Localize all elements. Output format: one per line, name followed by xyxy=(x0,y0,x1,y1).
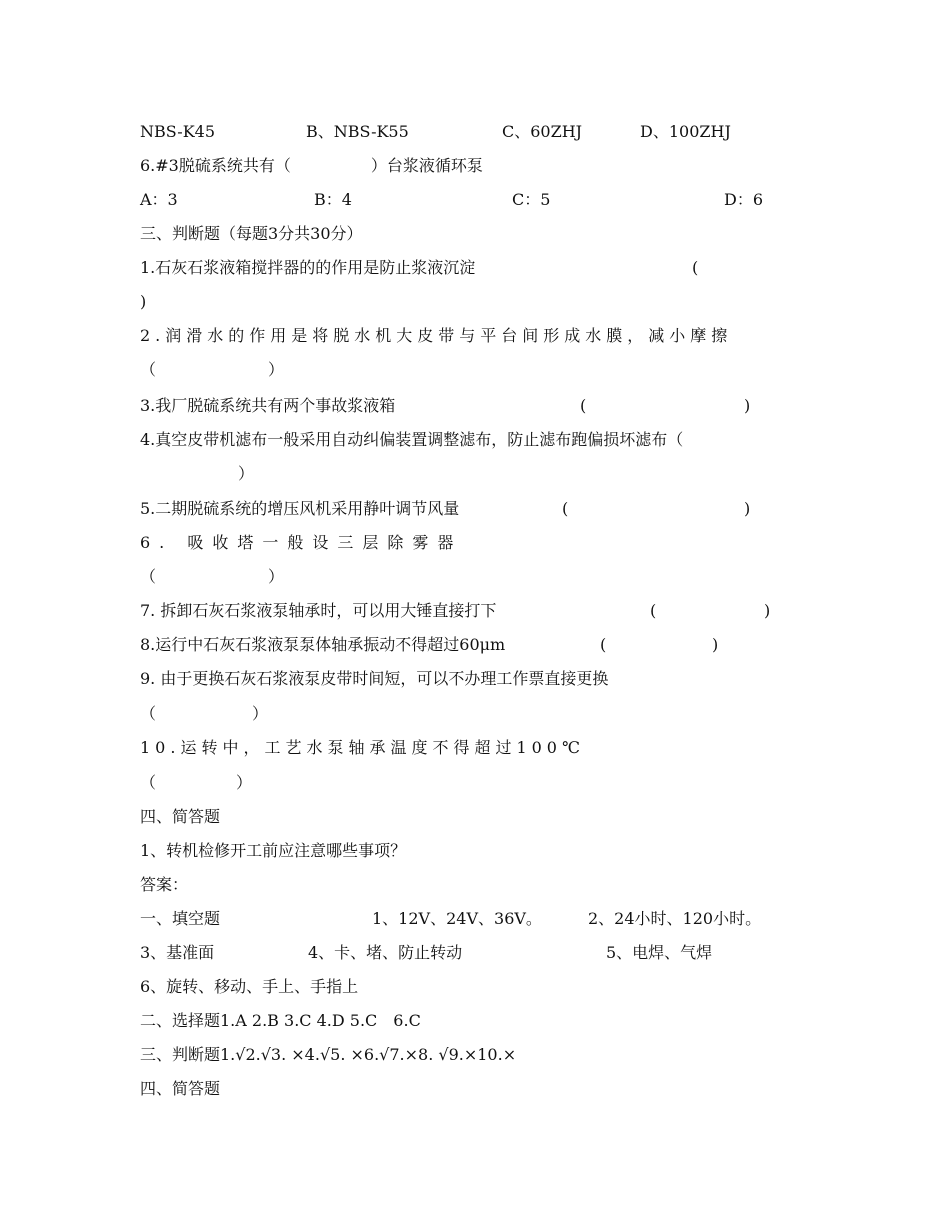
judge-item-3: 3.我厂脱硫系统共有两个事故浆液箱 xyxy=(140,396,396,415)
option-q5-d: D、100ZHJ xyxy=(640,122,731,141)
judge-item-8-open: ( xyxy=(600,635,607,654)
judge-item-10-blank: （ ） xyxy=(140,773,253,792)
judge-item-5: 5.二期脱硫系统的增压风机采用静叶调节风量 xyxy=(140,499,460,518)
answers-fill-6: 6、旋转、移动、手上、手指上 xyxy=(140,977,359,996)
answers-fill-heading: 一、填空题 xyxy=(140,909,221,928)
judge-item-7-close: ) xyxy=(764,601,771,620)
answers-label: 答案： xyxy=(140,875,189,894)
option-q6-b: B：4 xyxy=(314,190,352,209)
option-q6-a: A：3 xyxy=(140,190,178,209)
answers-choice: 二、选择题1.A 2.B 3.C 4.D 5.C 6.C xyxy=(140,1011,421,1030)
judge-item-4-close: ） xyxy=(238,464,255,483)
judge-item-7: 7. 拆卸石灰石浆液泵轴承时，可以用大锤直接打下 xyxy=(140,601,497,620)
short-answer-q1: 1、转机检修开工前应注意哪些事项？ xyxy=(140,841,407,860)
judge-item-10: 10.运转中，工艺水泵轴承温度不得超过100℃ xyxy=(140,738,585,757)
judge-item-1-open: ( xyxy=(692,258,699,277)
section-heading-judge: 三、判断题（每题3分共30分） xyxy=(140,224,363,243)
option-q5-b: B、NBS-K55 xyxy=(306,122,409,141)
answers-fill-1: 1、12V、24V、36V。 xyxy=(372,909,542,928)
judge-item-6: 6. 吸收塔一般设三层除雾器 xyxy=(140,533,463,552)
judge-item-5-open: ( xyxy=(562,499,569,518)
judge-item-8: 8.运行中石灰石浆液泵泵体轴承振动不得超过60μm xyxy=(140,635,506,654)
option-q5-c: C、60ZHJ xyxy=(502,122,583,141)
answers-fill-2: 2、24小时、120小时。 xyxy=(588,909,762,928)
answers-short-heading: 四、简答题 xyxy=(140,1079,221,1098)
judge-item-3-open: ( xyxy=(580,396,587,415)
answers-fill-4: 4、卡、堵、防止转动 xyxy=(308,943,463,962)
judge-item-9-blank: （ ） xyxy=(140,704,269,723)
option-q6-d: D：6 xyxy=(724,190,764,209)
option-q6-c: C：5 xyxy=(512,190,551,209)
judge-item-8-close: ) xyxy=(712,635,719,654)
judge-item-1-close: ) xyxy=(140,292,147,311)
option-q5-a: NBS-K45 xyxy=(140,122,216,141)
answers-fill-5: 5、电焊、气焊 xyxy=(606,943,713,962)
judge-item-6-blank: （ ） xyxy=(140,567,285,586)
answers-fill-3: 3、基准面 xyxy=(140,943,215,962)
judge-item-2: 2.润滑水的作用是将脱水机大皮带与平台间形成水膜，减小摩擦 xyxy=(140,326,733,345)
judge-item-5-close: ) xyxy=(744,499,751,518)
answers-judge: 三、判断题1.√2.√3. ×4.√5. ×6.√7.×8. √9.×10.× xyxy=(140,1045,517,1064)
section-heading-short-answer: 四、简答题 xyxy=(140,807,221,826)
judge-item-4: 4.真空皮带机滤布一般采用自动纠偏装置调整滤布，防止滤布跑偏损坏滤布（ xyxy=(140,430,684,449)
judge-item-3-close: ) xyxy=(744,396,751,415)
judge-item-7-open: ( xyxy=(650,601,657,620)
judge-item-1: 1.石灰石浆液箱搅拌器的的作用是防止浆液沉淀 xyxy=(140,258,476,277)
judge-item-2-blank: （ ） xyxy=(140,360,285,379)
judge-item-9: 9. 由于更换石灰石浆液泵皮带时间短，可以不办理工作票直接更换 xyxy=(140,669,609,688)
question-q6: 6.#3脱硫系统共有（ ）台浆液循环泵 xyxy=(140,156,483,175)
